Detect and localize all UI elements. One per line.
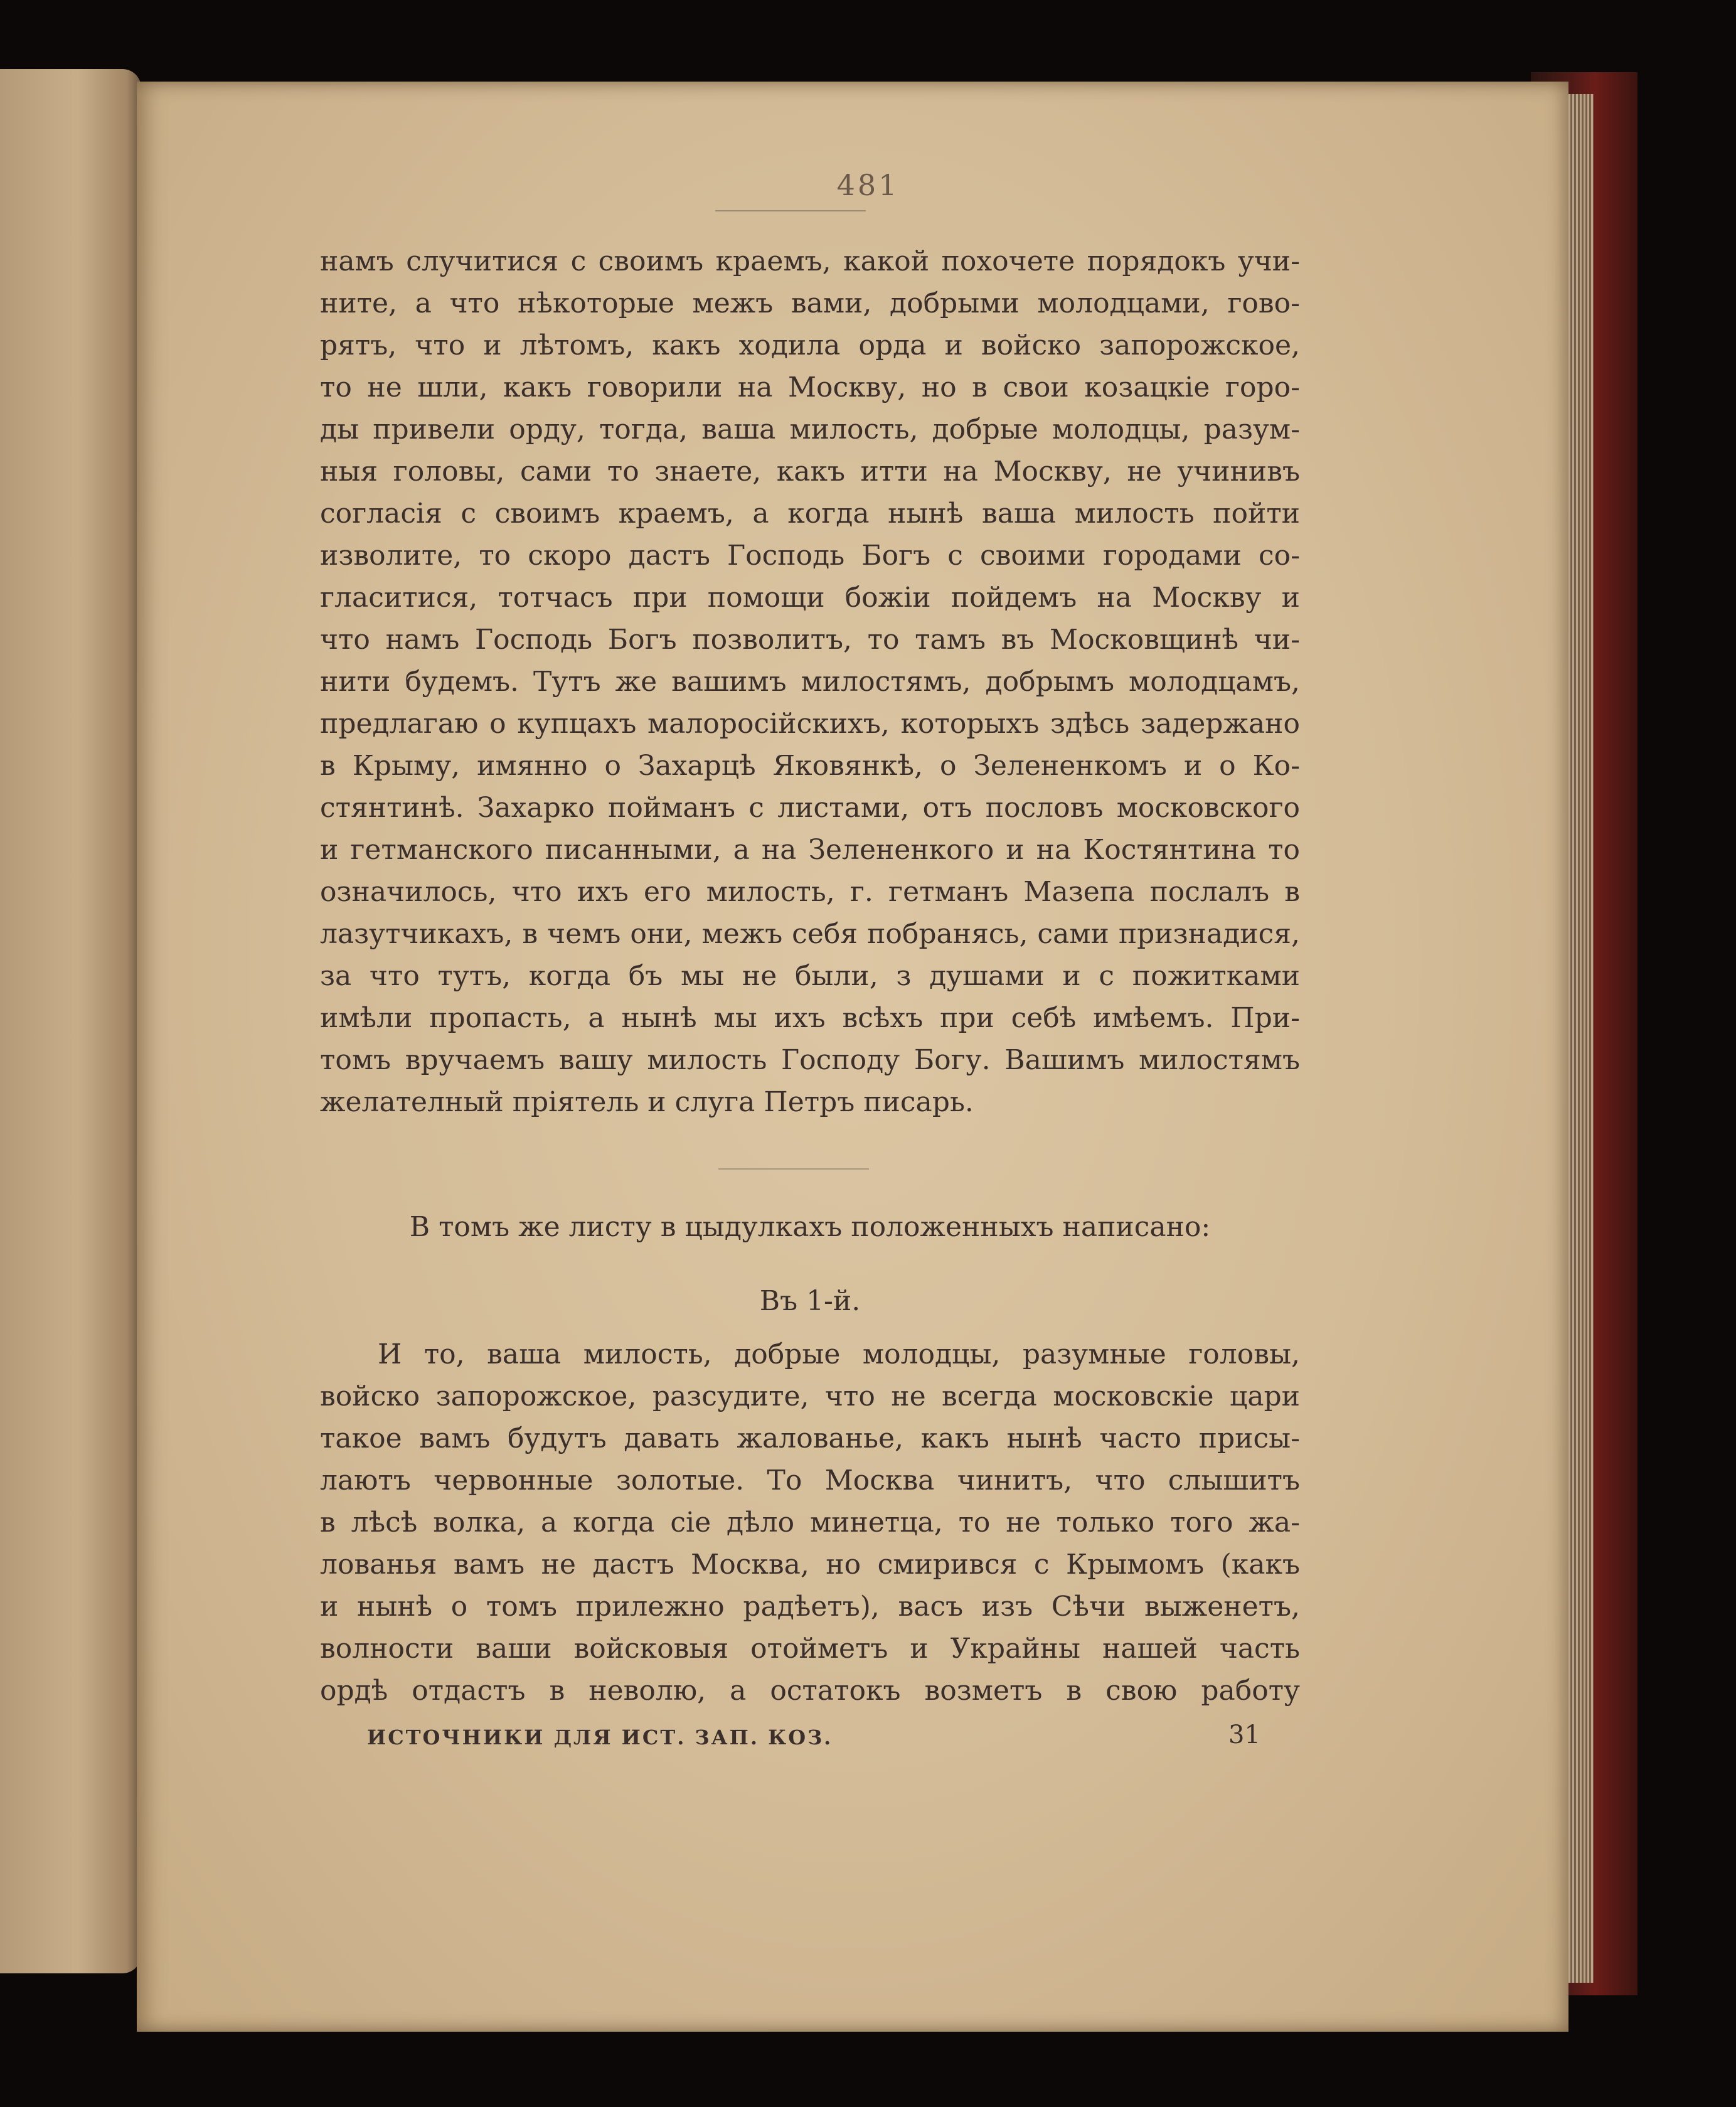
text-line: томъ вручаемъ вашу милость Господу Богу. Вашимъ милостямъ [320,1044,1300,1076]
section-heading: Въ 1-й. [759,1285,861,1317]
text-line: рятъ, что и лѣтомъ, какъ ходила орда и войско запорожское, [320,329,1300,361]
text-line: намъ случитися с своимъ краемъ, какой похочете порядокъ учи- [320,245,1300,277]
text-line: ордѣ отдастъ в неволю, а остатокъ возметъ в свою работу [320,1675,1300,1707]
text-line: что намъ Господь Богъ позволитъ, то тамъ въ Московщинѣ чи- [320,624,1300,656]
text-line: и гетманского писанными, а на Зелененкого и на Костянтина то [320,834,1300,866]
note-line: В томъ же листу в цыдулкахъ положенныхъ написано: [409,1211,1211,1243]
paragraph-1 [320,240,1300,1123]
text-line: в Крыму, имянно о Захарцѣ Яковянкѣ, о Зелененкомъ и о Ко- [320,750,1300,782]
text-line: в лѣсѣ волка, а когда сіе дѣло минетца, то не только того жа- [320,1507,1300,1539]
text-line: такое вамъ будутъ давать жалованье, какъ нынѣ часто присы- [320,1422,1300,1454]
text-line: согласія с своимъ краемъ, а когда нынѣ ваша милость пойти [320,498,1300,530]
text-line: войско запорожское, разсудите, что не всегда московскіе цари [320,1380,1300,1412]
text-line: предлагаю о купцахъ малоросійскихъ, которыхъ здѣсь задержано [320,708,1300,740]
page-number: 481 [836,168,900,202]
text-line: означилось, что ихъ его милость, г. гетманъ Мазепа послалъ в [320,876,1300,908]
text-line: и нынѣ о томъ прилежно радѣетъ), васъ изъ Сѣчи выженетъ, [320,1591,1300,1623]
footer-source-title: ИСТОЧНИКИ ДЛЯ ИСТ. ЗАП. КОЗ. [367,1726,833,1749]
text-line: лазутчикахъ, в чемъ они, межъ себя побранясь, сами признадися, [320,918,1300,950]
text-line: лаютъ червонные золотые. То Москва чинитъ, что слышитъ [320,1464,1300,1496]
previous-page-edge [0,69,141,1973]
text-line: имѣли пропасть, а нынѣ мы ихъ всѣхъ при себѣ имѣемъ. При- [320,1002,1300,1034]
text-line: стянтинѣ. Захарко пойманъ с листами, отъ пословъ московского [320,792,1300,824]
paragraph-2 [320,1333,1300,1712]
text-line: И то, ваша милость, добрые молодцы, разумные головы, [378,1338,1300,1370]
text-line: изволите, то скоро дастъ Господь Богъ с своими городами со- [320,540,1300,572]
text-line: за что тутъ, когда бъ мы не были, з душами и с пожитками [320,960,1300,992]
text-line: то не шли, какъ говорили на Москву, но в свои козацкіе горо- [320,371,1300,403]
section-separator [718,1168,869,1170]
header-rule [715,210,866,211]
footer-signature-mark: 31 [1228,1720,1260,1749]
text-line: ныя головы, сами то знаете, какъ итти на Москву, не учинивъ [320,456,1300,488]
text-line: ните, а что нѣкоторые межъ вами, добрыми молодцами, гово- [320,287,1300,319]
text-line: гласитися, тотчасъ при помощи божіи пойдемъ на Москву и [320,582,1300,614]
text-line: волности ваши войсковыя отойметъ и Украйны нашей часть [320,1633,1300,1665]
text-line: ды привели орду, тогда, ваша милость, добрые молодцы, разум- [320,413,1300,445]
text-line: желателный пріятель и слуга Петръ писарь. [320,1086,974,1118]
text-line: нити будемъ. Тутъ же вашимъ милостямъ, добрымъ молодцамъ, [320,666,1300,698]
text-line: лованья вамъ не дастъ Москва, но смирився с Крымомъ (какъ [320,1549,1300,1581]
